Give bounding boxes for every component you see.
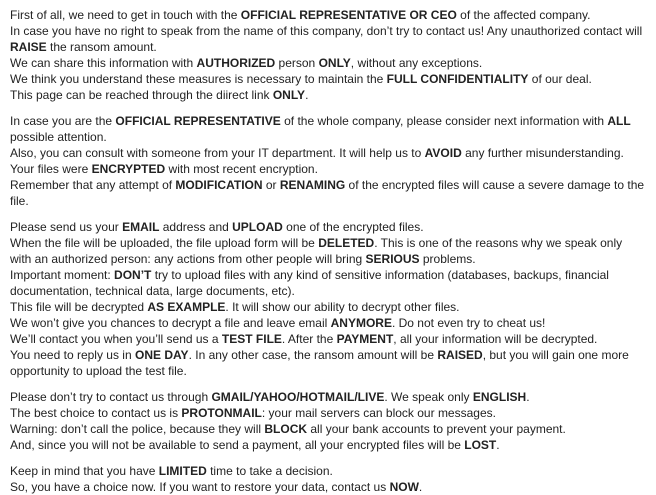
text-segment: You need to reply us in	[10, 348, 135, 362]
emphasized-text: ONE DAY	[134, 348, 189, 362]
emphasized-text: OFFICIAL REPRESENTATIVE OR CEO	[240, 8, 457, 22]
text-segment: all your bank accounts to prevent your payment.	[307, 422, 566, 436]
text-segment: Keep in mind that you have	[10, 464, 159, 478]
text-segment: . In any other case, the ransom amount will be	[188, 348, 438, 362]
ransom-note-text	[10, 7, 646, 495]
emphasized-text: LOST	[464, 438, 497, 452]
text-segment: with most recent encryption.	[165, 162, 318, 176]
text-segment: of the affected company.	[456, 8, 591, 22]
text-segment: .	[418, 480, 423, 494]
text-segment: In case you have no right to speak from the name of this company, don’t try to contact us! Any unauthorized contact will	[10, 24, 643, 38]
emphasized-text: AS EXAMPLE	[147, 300, 226, 314]
text-line	[10, 177, 646, 209]
text-line	[10, 299, 646, 315]
text-line	[10, 315, 646, 331]
text-line	[10, 113, 646, 145]
emphasized-text: PROTONMAIL	[181, 406, 262, 420]
text-line	[10, 7, 646, 23]
emphasized-text: UPLOAD	[232, 220, 283, 234]
text-segment: . This is one of the reasons why we speak only with an authorized person: any actions from other people will bring	[10, 236, 623, 266]
text-line	[10, 267, 646, 299]
paragraph	[10, 7, 646, 103]
text-segment: This page can be reached through the diirect link	[10, 88, 273, 102]
text-segment: or	[262, 178, 280, 192]
text-segment: We can share this information with	[10, 56, 197, 70]
text-segment: possible attention.	[10, 130, 107, 144]
text-line	[10, 421, 646, 437]
emphasized-text: ONLY	[272, 88, 306, 102]
text-segment: one of the encrypted files.	[282, 220, 424, 234]
text-line	[10, 389, 646, 405]
text-segment: , without any exceptions.	[350, 56, 483, 70]
text-segment: any further misunderstanding.	[461, 146, 624, 160]
text-segment: time to take a decision.	[206, 464, 333, 478]
paragraph	[10, 463, 646, 495]
text-segment: .	[496, 438, 500, 452]
emphasized-text: ANYMORE	[330, 316, 392, 330]
text-segment: Your files were	[10, 162, 92, 176]
text-line	[10, 87, 646, 103]
text-segment: Please send us your	[10, 220, 123, 234]
paragraph	[10, 219, 646, 379]
paragraph	[10, 389, 646, 453]
text-segment: . After the	[281, 332, 337, 346]
text-segment: .	[305, 88, 309, 102]
emphasized-text: BLOCK	[264, 422, 308, 436]
text-segment: So, you have a choice now. If you want to restore your data, contact us	[10, 480, 390, 494]
text-segment: try to upload files with any kind of sensitive information (databases, backups, financial documentation, technical data, large documents, etc).	[10, 268, 609, 298]
emphasized-text: OFFICIAL REPRESENTATIVE	[115, 114, 281, 128]
emphasized-text: AVOID	[424, 146, 462, 160]
text-segment: Important moment:	[10, 268, 115, 282]
text-segment: In case you are the	[10, 114, 116, 128]
emphasized-text: LIMITED	[158, 464, 207, 478]
emphasized-text: MODIFICATION	[175, 178, 263, 192]
text-line	[10, 347, 646, 379]
text-segment: We think you understand these measures is necessary to maintain the	[10, 72, 387, 86]
emphasized-text: RAISED	[437, 348, 483, 362]
text-segment: . We speak only	[384, 390, 473, 404]
emphasized-text: DELETED	[318, 236, 375, 250]
text-line	[10, 219, 646, 235]
text-line	[10, 23, 646, 55]
text-segment: . It will show our ability to decrypt other files.	[225, 300, 460, 314]
emphasized-text: PAYMENT	[336, 332, 394, 346]
text-segment: The best choice to contact us is	[10, 406, 182, 420]
text-segment: Warning: don’t call the police, because they will	[10, 422, 265, 436]
text-line	[10, 331, 646, 347]
text-segment: Please don’t try to contact us through	[10, 390, 212, 404]
emphasized-text: SERIOUS	[365, 252, 420, 266]
text-segment: First of all, we need to get in touch with the	[10, 8, 241, 22]
emphasized-text: NOW	[389, 480, 419, 494]
emphasized-text: ALL	[607, 114, 631, 128]
text-line	[10, 405, 646, 421]
text-segment: person	[275, 56, 319, 70]
text-segment: : your mail servers can block our messages.	[261, 406, 496, 420]
text-segment: This file will be decrypted	[10, 300, 148, 314]
text-segment: We won’t give you chances to decrypt a file and leave email	[10, 316, 331, 330]
text-segment: And, since you will not be available to send a payment, all your encrypted files will be	[10, 438, 465, 452]
text-segment: , all your information will be decrypted.	[393, 332, 598, 346]
emphasized-text: DON’T	[114, 268, 152, 282]
text-line	[10, 437, 646, 453]
text-line	[10, 55, 646, 71]
text-segment: of our deal.	[528, 72, 592, 86]
text-segment: When the file will be uploaded, the file upload form will be	[10, 236, 319, 250]
text-segment: of the encrypted files will cause a severe damage to the file.	[10, 178, 645, 208]
emphasized-text: AUTHORIZED	[196, 56, 276, 70]
emphasized-text: ENGLISH	[472, 390, 527, 404]
text-line	[10, 463, 646, 479]
text-segment: , but you will gain one more opportunity to upload the test file.	[10, 348, 629, 378]
emphasized-text: EMAIL	[122, 220, 160, 234]
emphasized-text: RENAMING	[279, 178, 346, 192]
text-line	[10, 145, 646, 161]
emphasized-text: FULL CONFIDENTIALITY	[386, 72, 529, 86]
text-segment: We’ll contact you when you’ll send us a	[10, 332, 222, 346]
text-line	[10, 479, 646, 495]
text-line	[10, 235, 646, 267]
emphasized-text: ONLY	[318, 56, 351, 70]
text-segment: .	[526, 390, 530, 404]
emphasized-text: TEST FILE	[221, 332, 282, 346]
paragraph	[10, 113, 646, 209]
text-segment: Remember that any attempt of	[10, 178, 176, 192]
emphasized-text: ENCRYPTED	[91, 162, 166, 176]
text-segment: of the whole company, please consider next information with	[280, 114, 608, 128]
text-segment: . Do not even try to cheat us!	[391, 316, 546, 330]
emphasized-text: RAISE	[10, 40, 47, 54]
emphasized-text: GMAIL/YAHOO/HOTMAIL/LIVE	[211, 390, 385, 404]
text-segment: address and	[159, 220, 233, 234]
text-segment: Also, you can consult with someone from your IT department. It will help us to	[10, 146, 425, 160]
text-line	[10, 161, 646, 177]
text-segment: problems.	[419, 252, 476, 266]
text-segment: the ransom amount.	[46, 40, 157, 54]
text-line	[10, 71, 646, 87]
